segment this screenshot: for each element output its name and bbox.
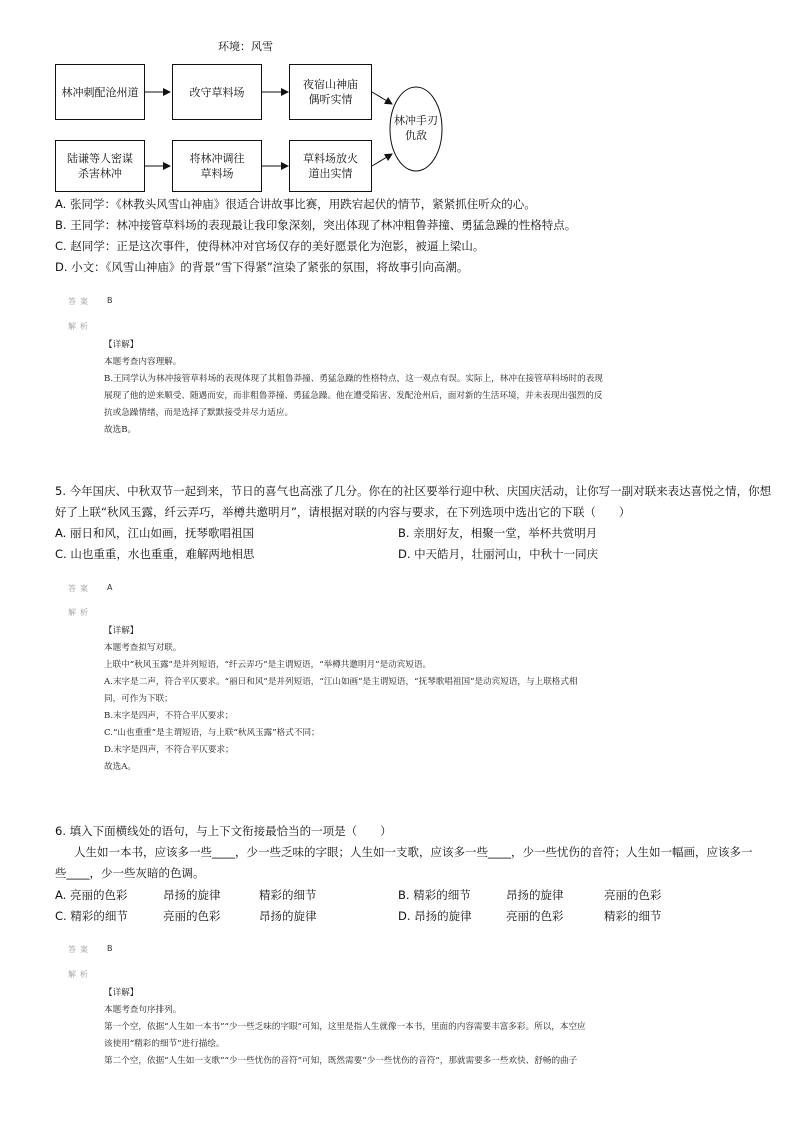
q4-detail [104,337,603,439]
q4-analysis-label: 解析 [68,322,92,331]
q5-detail-line: C.“山也重重”是主谓短语，与上联“秋风玉露”格式不同； [104,728,320,738]
q5-detail-line: 上联中“秋风玉露”是并列短语，“纤云弄巧”是主谓短语，“举樽共邀明月”是动宾短语。 [104,660,432,670]
q5-detail-line: D.末字是四声，不符合平仄要求； [104,745,234,755]
flow-box-2: 改守草料场 [172,64,262,120]
q6-option-d-2: 亮丽的色彩 [506,909,564,923]
arrow-6 [372,154,392,166]
q6-detail-line: 第一个空，依据“人生如一本书”“少一些乏味的字眼”可知，这里是指人生就像一本书，里面的内容需要丰富多彩。所以，本空应 [104,1022,586,1032]
flow-box-6: 草料场放火 道出实情 [289,140,372,192]
climax-label: 林冲手刃 仇敌 [394,114,438,142]
q4-option-d: D. 小文：《风雪山神庙》的背景“雪下得紧”渲染了紧张的氛围，将故事引向高潮。 [55,260,469,274]
q6-answer: B [107,944,113,953]
flow-box-1: 林冲刺配沧州道 [55,64,145,120]
q4-detail-title: 【详解】 [104,340,139,350]
q6-option-c-3: 昂扬的旋律 [259,909,317,923]
q6-options [55,886,755,930]
q5-detail-line: B.末字是四声，不符合平仄要求； [104,711,234,721]
q6-option-a-2: 昂扬的旋律 [163,888,221,902]
q5-stem [55,482,771,522]
q6-option-c: C. 精彩的细节 [55,909,128,923]
q4-option-c: C. 赵同学：正是这次事件，使得林冲对官场仅存的美好愿景化为泡影，被逼上梁山。 [55,239,485,253]
q6-passage [55,843,753,883]
environment-label: 环境：风雪 [218,40,273,53]
q5-detail-line: 本题考查拟写对联。 [104,643,182,653]
q4-detail-line: 故选B。 [104,425,137,435]
q5-stem-line: 好了上联“秋风玉露，纤云弄巧，举樽共邀明月”，请根据对联的内容与要求，在下列选项中选出它的下联（ ） [55,505,631,519]
q5-option-c: C. 山也重重，水也重重，难解两地相思 [55,547,255,561]
q5-option-d: D. 中天皓月，壮丽河山，中秋十一同庆 [398,547,599,561]
q6-option-a: A. 亮丽的色彩 [55,888,128,902]
q6-option-c-2: 亮丽的色彩 [163,909,221,923]
q5-answer: A [107,583,113,592]
q5-option-b: B. 亲朋好友，相聚一堂，举杯共赏明月 [398,526,598,540]
q4-options [55,195,576,277]
q6-detail [104,985,586,1070]
q4-answer-label: 答案 [68,297,92,306]
q4-detail-line: 抗或急躁情绪，而是选择了默默接受并尽力适应。 [104,408,294,418]
q4-option-b: B. 王同学：林冲接管草料场的表现最让我印象深刻，突出体现了林冲粗鲁莽撞、勇猛急躁的性格特点。 [55,218,577,232]
q4-detail-line: B.王同学认为林冲接管草料场的表现体现了其粗鲁莽撞、勇猛急躁的性格特点，这一观点有误。实际上，林冲在接管草料场时的表现 [104,374,603,384]
flow-box-5: 将林冲调往 草料场 [172,140,262,192]
q6-answer-label: 答案 [68,945,92,954]
q6-option-d: D. 昂扬的旋律 [398,909,472,923]
q4-option-a: A. 张同学：《林教头风雪山神庙》很适合讲故事比赛，用跌宕起伏的情节，紧紧抓住听众的心。 [55,197,536,211]
q5-option-a: A. 丽日和风，江山如画，抚琴歌唱祖国 [55,526,254,540]
q6-option-a-3: 精彩的细节 [259,888,317,902]
q5-answer-label: 答案 [68,584,92,593]
q6-detail-line: 第二个空，依据“人生如一支歌”“少一些忧伤的音符”可知，既然需要“少一些忧伤的音符”，那就需要多一些欢快、舒畅的曲子 [104,1056,578,1066]
arrow-3 [372,92,392,104]
q6-detail-line: 该使用“精彩的细节”进行描绘。 [104,1039,225,1049]
flow-box-4: 陆谦等人密谋 杀害林冲 [55,140,145,192]
q4-detail-line: 本题考查内容理解。 [104,357,182,367]
q6-detail-title: 【详解】 [104,988,139,998]
q6-detail-line: 本题考查句序排列。 [104,1005,182,1015]
q5-detail-line: 同，可作为下联； [104,694,173,704]
q6-option-b-2: 昂扬的旋律 [506,888,564,902]
q6-passage-line: 些____，少一些灰暗的色调。 [55,866,205,880]
q5-detail-line: A.末字是二声，符合平仄要求。“丽日和风”是并列短语，“江山如画”是主谓短语，“抚琴歌唱祖国”是动宾短语，与上联格式相 [104,677,578,687]
q6-analysis-label: 解析 [68,970,92,979]
q4-answer: B [107,296,113,305]
q6-option-d-3: 精彩的细节 [604,909,662,923]
q5-detail-line: 故选A。 [104,762,136,772]
flow-box-3: 夜宿山神庙 偶听实情 [289,64,372,120]
q6-stem: 6. 填入下面横线处的语句，与上下文衔接最恰当的一项是（ ） [55,824,392,838]
q4-detail-line: 展现了他的逆来顺受、随遇而安，而非粗鲁莽撞、勇猛急躁。他在遭受陷害、发配沧州后，面对新的生活环境，并未表现出强烈的反 [104,391,603,401]
q6-option-b-3: 亮丽的色彩 [604,888,662,902]
q6-option-b: B. 精彩的细节 [398,888,471,902]
q5-analysis-label: 解析 [68,608,92,617]
q5-stem-line: 5. 今年国庆、中秋双节一起到来，节日的喜气也高涨了几分。你在的社区要举行迎中秋、庆国庆活动，让你写一副对联来表达喜悦之情，你想 [55,484,772,498]
q6-passage-line: 人生如一本书，应该多一些____，少一些乏味的字眼；人生如一支歌，应该多一些____，少一些忧伤的音符；人生如一幅画，应该多一 [74,845,753,859]
q5-detail [104,623,578,776]
q5-detail-title: 【详解】 [104,626,139,636]
